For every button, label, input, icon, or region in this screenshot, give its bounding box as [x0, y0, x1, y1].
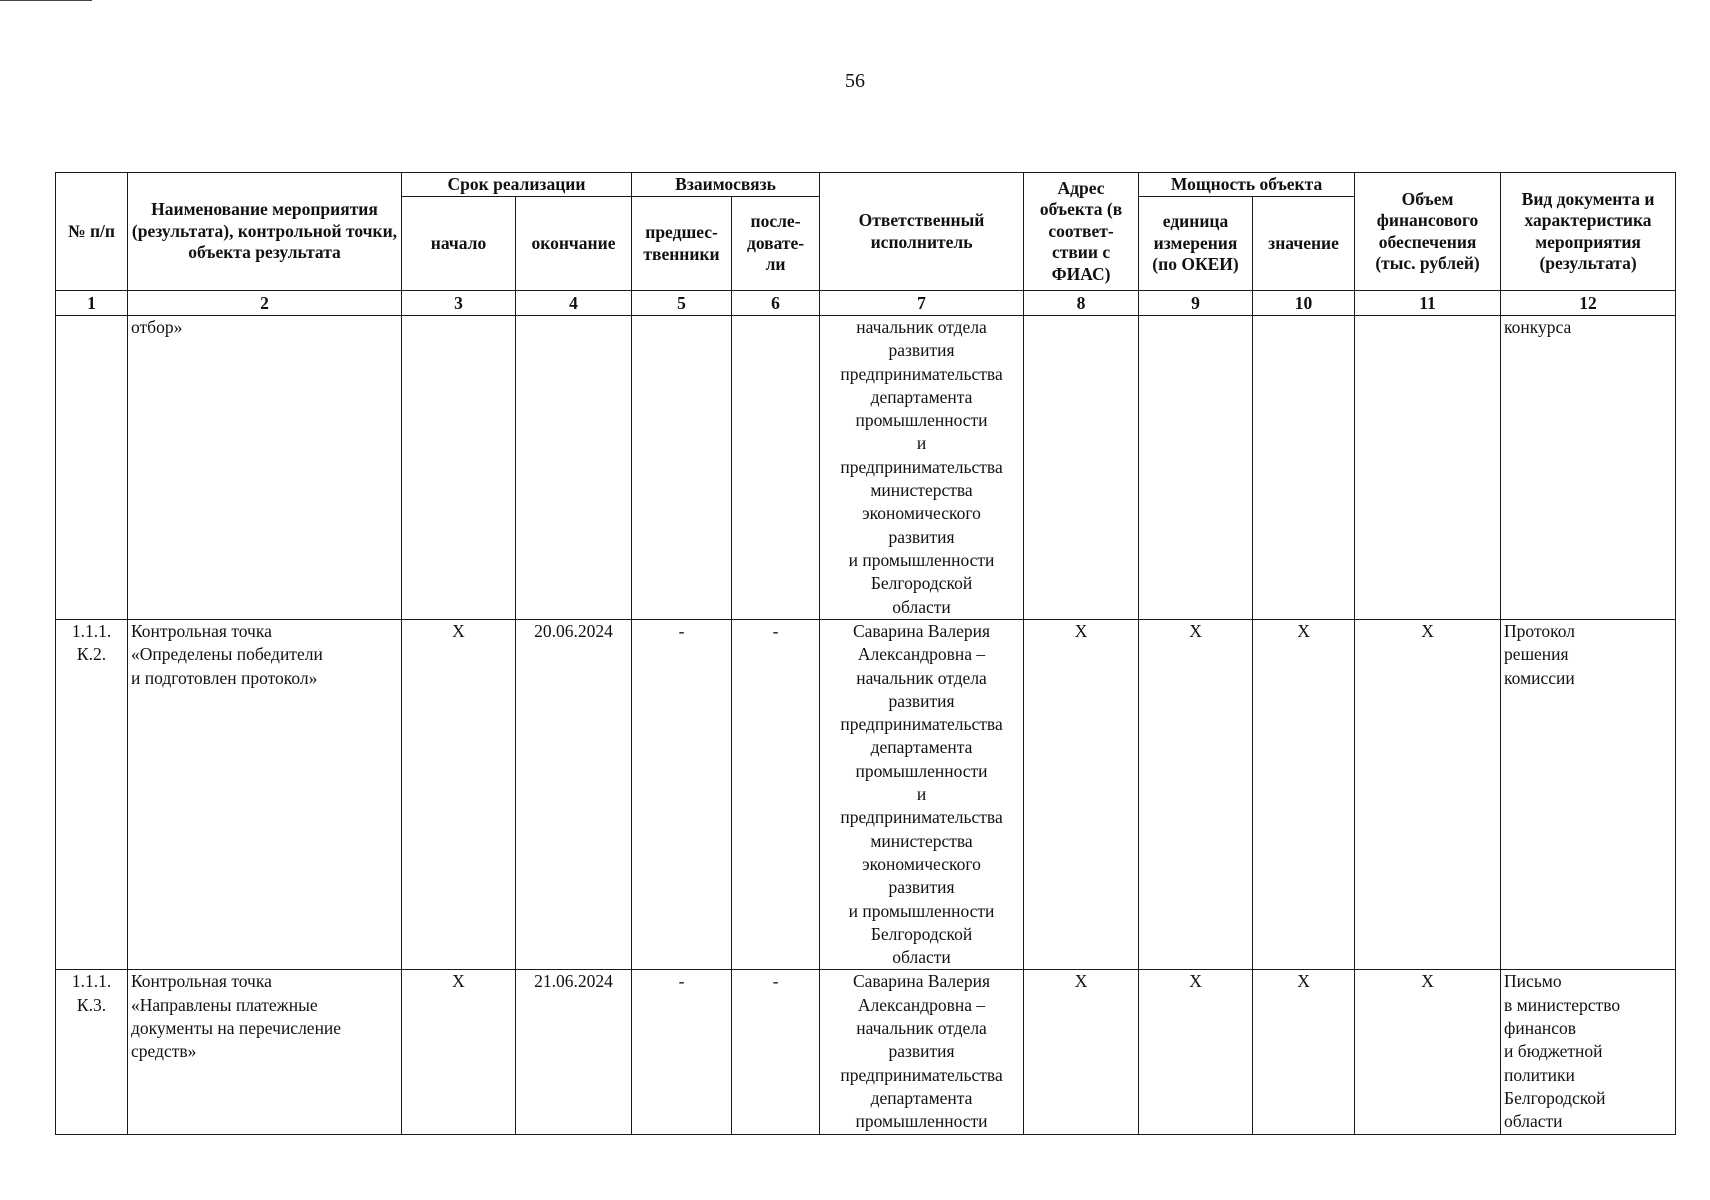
responsible-line: министерства [870, 830, 973, 851]
funding-volume-cell [1355, 316, 1501, 620]
funding-volume-cell: Х [1355, 970, 1501, 1134]
header-value: значение [1253, 197, 1355, 291]
responsible-line: предпринимательства [840, 363, 1003, 384]
predecessors-cell: - [632, 970, 732, 1134]
responsible-line: начальник отдела [856, 667, 987, 688]
document-type-cell: Протокол решения комиссии [1501, 620, 1676, 970]
predecessors-cell [632, 316, 732, 620]
event-name-cell: отбор» [128, 316, 402, 620]
responsible-line: предпринимательства [840, 456, 1003, 477]
responsible-line: экономического [862, 853, 981, 874]
capacity-value-cell: Х [1253, 970, 1355, 1134]
top-rule [0, 0, 92, 1]
header-row-top [56, 173, 1676, 197]
column-number: 8 [1024, 291, 1139, 316]
successors-cell: - [732, 970, 820, 1134]
end-date-cell: 20.06.2024 [516, 620, 632, 970]
responsible-line: развития [888, 1041, 955, 1062]
header-responsible: Ответственный исполнитель [820, 173, 1024, 291]
responsible-line: начальник отдела [856, 317, 987, 337]
document-type-cell: Письмо в министерство финансов и бюджетной политики Белгородской области [1501, 970, 1676, 1134]
implementation-plan-table [55, 172, 1676, 1135]
header-period-start: начало [402, 197, 516, 291]
measure-unit-cell: Х [1139, 970, 1253, 1134]
header-capacity: Мощность объекта [1139, 173, 1355, 197]
event-name-cell: Контрольная точка «Направлены платежные документы на перечисление средств» [128, 970, 402, 1134]
header-address: Адрес объекта (в соответ- ствии с ФИАС) [1024, 173, 1139, 291]
predecessors-cell: - [632, 620, 732, 970]
start-date-cell [402, 316, 516, 620]
start-date-cell: Х [402, 970, 516, 1134]
table-row [56, 970, 1676, 1134]
responsible-line: Александровна – [857, 644, 986, 665]
column-number: 3 [402, 291, 516, 316]
event-name-cell: Контрольная точка «Определены победители и подготовлен протокол» [128, 620, 402, 970]
funding-volume-cell: Х [1355, 620, 1501, 970]
responsible-line: и [916, 784, 927, 805]
row-number-cell [56, 316, 128, 620]
responsible-line: Белгородской [870, 923, 973, 944]
document-type-cell: конкурса [1501, 316, 1676, 620]
responsible-person-cell [820, 316, 1024, 620]
measure-unit-cell: Х [1139, 620, 1253, 970]
successors-cell [732, 316, 820, 620]
column-number: 4 [516, 291, 632, 316]
responsible-line: департамента [870, 737, 973, 758]
responsible-line: департамента [870, 1087, 973, 1108]
responsible-line: промышленности [855, 1111, 988, 1132]
responsible-line: и [916, 433, 927, 454]
row-number-cell: 1.1.1. К.3. [56, 970, 128, 1134]
capacity-value-cell [1253, 316, 1355, 620]
page-number: 56 [845, 70, 865, 92]
responsible-line: экономического [862, 503, 981, 524]
object-address-cell: Х [1024, 970, 1139, 1134]
responsible-line: министерства [870, 480, 973, 501]
responsible-person-cell [820, 620, 1024, 970]
end-date-cell [516, 316, 632, 620]
capacity-value-cell: Х [1253, 620, 1355, 970]
column-number-row [56, 291, 1676, 316]
header-num: № п/п [56, 173, 128, 291]
responsible-line: развития [888, 340, 955, 361]
successors-cell: - [732, 620, 820, 970]
column-number: 1 [56, 291, 128, 316]
table-row [56, 620, 1676, 970]
responsible-line: предпринимательства [840, 807, 1003, 828]
object-address-cell: Х [1024, 620, 1139, 970]
responsible-line: и промышленности [848, 549, 995, 570]
responsible-line: начальник отдела [856, 1018, 987, 1039]
header-unit: единица измерения (по ОКЕИ) [1139, 197, 1253, 291]
object-address-cell [1024, 316, 1139, 620]
responsible-line: области [892, 947, 951, 968]
column-number: 7 [820, 291, 1024, 316]
responsible-line: Саварина Валерия [852, 971, 991, 992]
header-predecessors: предшес- твенники [632, 197, 732, 291]
responsible-line: развития [888, 877, 955, 898]
responsible-line: развития [888, 690, 955, 711]
end-date-cell: 21.06.2024 [516, 970, 632, 1134]
header-funding: Объем финансового обеспечения (тыс. рублей) [1355, 173, 1501, 291]
column-number: 9 [1139, 291, 1253, 316]
start-date-cell: Х [402, 620, 516, 970]
row-number-cell: 1.1.1. К.2. [56, 620, 128, 970]
column-number: 10 [1253, 291, 1355, 316]
responsible-line: предпринимательства [840, 1064, 1003, 1085]
responsible-line: предпринимательства [840, 714, 1003, 735]
table-row [56, 316, 1676, 620]
responsible-line: промышленности [855, 410, 988, 431]
table-body [56, 316, 1676, 1135]
header-period-end: окончание [516, 197, 632, 291]
header-period: Срок реализации [402, 173, 632, 197]
header-name: Наименование мероприятия (результата), контрольной точки, объекта результата [128, 173, 402, 291]
responsible-line: развития [888, 526, 955, 547]
column-number: 6 [732, 291, 820, 316]
column-number: 2 [128, 291, 402, 316]
responsible-line: Саварина Валерия [852, 621, 991, 641]
header-successors: после- довате- ли [732, 197, 820, 291]
responsible-line: департамента [870, 386, 973, 407]
responsible-line: промышленности [855, 760, 988, 781]
measure-unit-cell [1139, 316, 1253, 620]
responsible-line: Белгородской [870, 573, 973, 594]
responsible-line: области [892, 596, 951, 617]
header-doc: Вид документа и характеристика мероприятия (результата) [1501, 173, 1676, 291]
column-number: 11 [1355, 291, 1501, 316]
responsible-line: Александровна – [857, 994, 986, 1015]
responsible-person-cell [820, 970, 1024, 1134]
column-number: 12 [1501, 291, 1676, 316]
header-relation: Взаимосвязь [632, 173, 820, 197]
responsible-line: и промышленности [848, 900, 995, 921]
column-number: 5 [632, 291, 732, 316]
